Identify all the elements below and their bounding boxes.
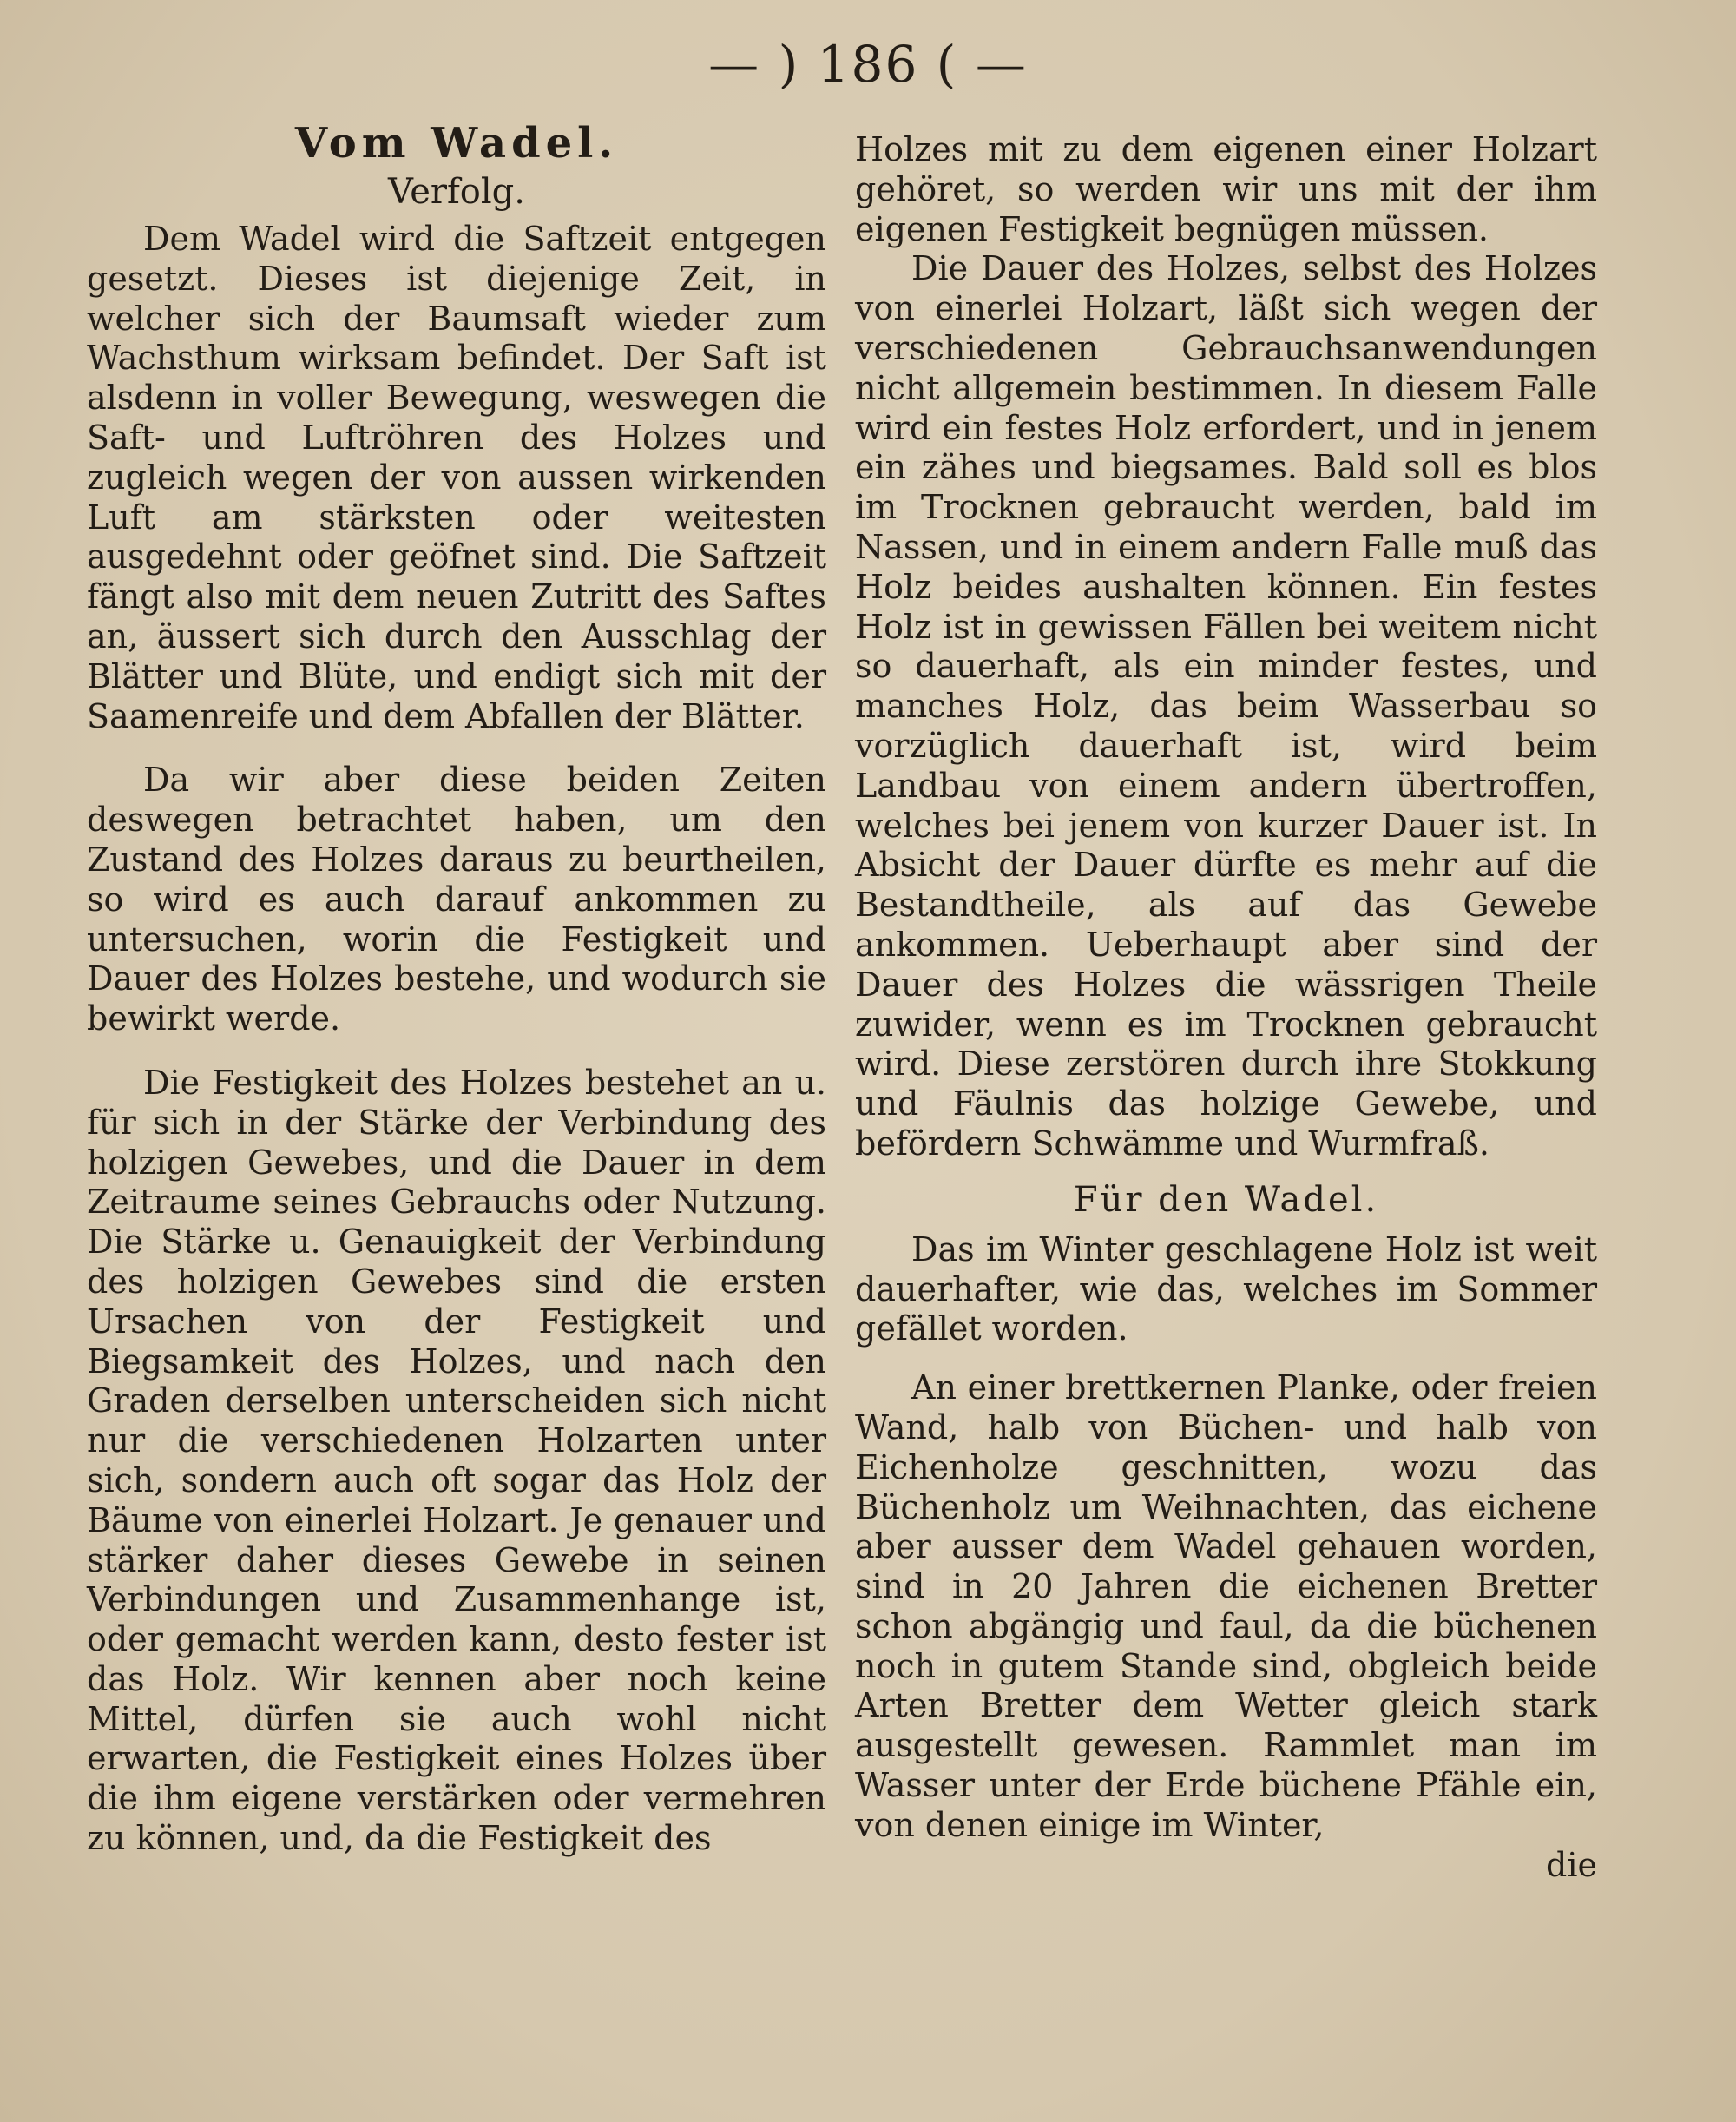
catchword: die — [1546, 1845, 1597, 1884]
paragraph: An einer brettkernen Planke, oder freien Wand, halb von Büchen- und halb von Eichenholze geschnitten, wozu das Büchenholz um Weihnachten, das eichene aber ausser dem Wadel gehauen worden, sind in 20 Jahren die eichenen Bretter schon abgängig und faul, da die büchenen noch in gutem Stande sind, obgleich beide Arten Bretter dem Wetter gleich stark ausgestellt gewesen. Rammlet man im Wasser unter der Erde büchene Pfähle ein, von denen einige im Winter, — [855, 1368, 1597, 1844]
left-column — [87, 117, 826, 1859]
right-column — [855, 130, 1597, 1885]
article-subtitle: Verfolg. — [387, 172, 525, 212]
page-number: — ) 186 ( — — [708, 35, 1028, 94]
paragraph: Da wir aber diese beiden Zeiten deswegen betrachtet haben, um den Zustand des Holzes daraus zu beurtheilen, so wird es auch darauf ankommen zu untersuchen, worin die Festigkeit und Dauer des Holzes bestehe, und wodurch sie bewirkt werde. — [87, 761, 826, 1038]
paragraph: Holzes mit zu dem eigenen einer Holzart gehöret, so werden wir uns mit der ihm eigenen Festigkeit begnügen müssen. — [855, 130, 1597, 248]
paragraph: Das im Winter geschlagene Holz ist weit dauerhafter, wie das, welches im Sommer gefället worden. — [855, 1229, 1597, 1348]
article-title: Vom Wadel. — [294, 119, 619, 168]
paragraph: Die Festigkeit des Holzes bestehet an u. für sich in der Stärke der Verbindung des holzigen Gewebes, und die Dauer in dem Zeitraume seines Gebrauchs oder Nutzung. Die Stärke u. Genauigkeit der Verbindung des holzigen Gewebes sind die ersten Ursachen von der Festigkeit und Biegsamkeit des Holzes, und nach den Graden derselben unterscheiden sich nicht nur die verschiedenen Holzarten unter sich, sondern auch oft sogar das Holz der Bäume von einerlei Holzart. Je genauer und stärker daher dieses Gewebe in seinen Verbindungen und Zusammenhange ist, oder gemacht werden kann, desto fester ist das Holz. Wir kennen aber noch keine Mittel, dürfen sie auch wohl nicht erwarten, die Festigkeit eines Holzes über die ihm eigene verstärken oder vermehren zu können, und, da die Festigkeit des — [87, 1063, 826, 1858]
paragraph: Die Dauer des Holzes, selbst des Holzes von einerlei Holzart, läßt sich wegen der verschiedenen Gebrauchsanwendungen nicht allgemein bestimmen. In diesem Falle wird ein festes Holz erfordert, und in jenem ein zähes und biegsames. Bald soll es blos im Trocknen gebraucht werden, bald im Nassen, und in einem andern Falle muß das Holz beides aushalten können. Ein festes Holz ist in gewissen Fällen bei weitem nicht so dauerhaft, als ein minder festes, und manches Holz, das beim Wasserbau so vorzüglich dauerhaft ist, wird beim Landbau von einem andern übertroffen, welches bei jenem von kurzer Dauer ist. In Absicht der Dauer dürfte es mehr auf die Bestandtheile, als auf das Gewebe ankommen. Ueberhaupt aber sind der Dauer des Holzes die wässrigen Theile zuwider, wenn es im Trocknen gebraucht wird. Diese zerstören durch ihre Stokkung und Fäulnis das holzige Gewebe, und befördern Schwämme und Wurmfraß. — [855, 249, 1597, 1163]
paragraph: Dem Wadel wird die Saftzeit entgegen gesetzt. Dieses ist diejenige Zeit, in welcher sich der Baumsaft wieder zum Wachsthum wirksam befindet. Der Saft ist alsdenn in voller Bewegung, weswegen die Saft- und Luftröhren des Holzes und zugleich wegen der von aussen wirkenden Luft am stärksten oder weitesten ausgedehnt oder geöfnet sind. Die Saftzeit fängt also mit dem neuen Zutritt des Saftes an, äussert sich durch den Ausschlag der Blätter und Blüte, und endigt sich mit der Saamenreife und dem Abfallen der Blätter. — [87, 220, 826, 735]
section-heading: Für den Wadel. — [1073, 1179, 1379, 1220]
